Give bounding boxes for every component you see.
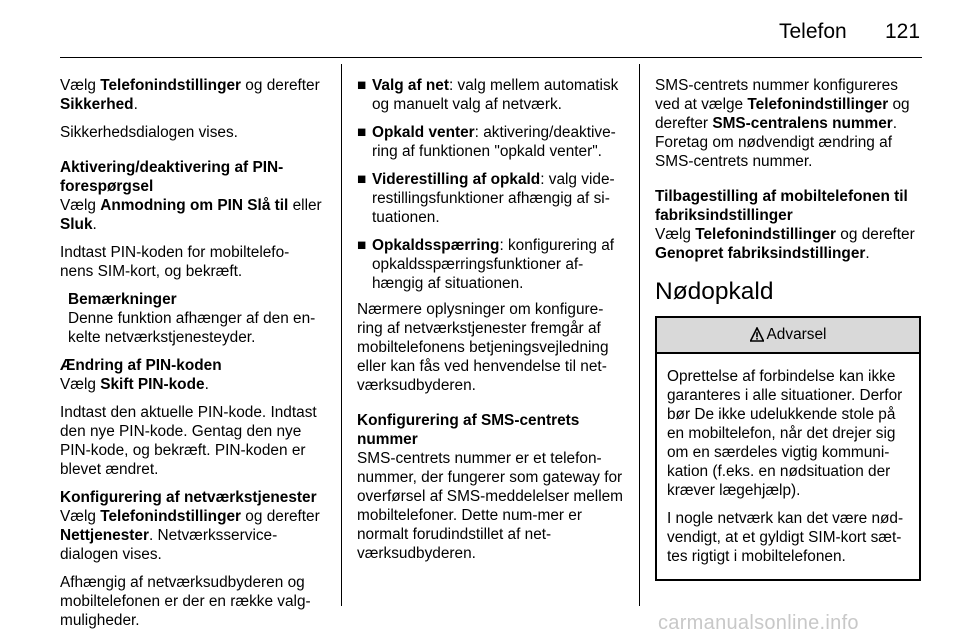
warning-text: I nogle netværk kan det være nød-vendigt, at et gyldigt SIM-kort sæt-tes rigtigt i mobiltelefonen. — [667, 510, 904, 565]
subheading: Ændring af PIN-koden — [60, 357, 222, 374]
list-item: ■ Opkald venter: aktivering/deaktive-ring af funktionen "opkald venter". — [357, 124, 616, 160]
menu-term: Skift PIN-kode — [100, 376, 205, 393]
warning-triangle-icon — [750, 321, 764, 355]
column-divider — [341, 64, 342, 606]
subheading: Konfigurering af netværkstjenester — [60, 489, 317, 506]
menu-term: Sluk — [60, 216, 93, 233]
paragraph: Vælg Telefonindstillinger og derefter Sikkerhed. — [60, 77, 320, 113]
warning-title: Advarsel — [766, 326, 827, 343]
list-item: ■ Valg af net: valg mellem automatisk og manuelt valg af netværk. — [357, 77, 619, 113]
list-item: ■ Viderestilling af opkald: valg vide-restillingsfunktioner afhængig af si-tuationen. — [357, 171, 615, 226]
paragraph: Indtast den aktuelle PIN-kode. Indtast den nye PIN-kode. Gentag den nye PIN-kode, og bekræft. PIN-koden er blevet ændret. — [60, 404, 317, 478]
menu-term: Nettjenester — [60, 527, 149, 544]
subheading: Konfigurering af SMS-centrets nummer — [357, 412, 580, 448]
menu-term: Telefonindstillinger — [695, 226, 837, 243]
header-title: Telefon — [779, 20, 847, 43]
section-title: Nødopkald — [655, 278, 774, 305]
column-divider — [639, 64, 640, 606]
paragraph: SMS-centrets nummer er et telefon-nummer, der fungerer som gateway for overførsel af SMS-meddelelser mellem mobiltelefoner. Dette num-mer er normalt forudindstillet af net-værksudbyderen. — [357, 450, 623, 562]
paragraph: Vælg Telefonindstillinger og derefter Nettjenester. Netværksservice-dialogen vises. — [60, 508, 320, 563]
warning-body — [657, 354, 919, 579]
page-number: 121 — [885, 20, 921, 43]
list-item: ■ Opkaldsspærring: konfigurering af opkaldsspærringsfunktioner af-hængig af situationen. — [357, 237, 615, 292]
paragraph: Nærmere oplysninger om konfigure-ring af netværkstjenester fremgår af mobiltelefonens betjeningsvejledning eller kan fås ved henvendelse til net-værksudbyderen. — [357, 301, 609, 394]
column-3 — [655, 76, 923, 581]
watermark: carmanualsonline.info — [658, 612, 859, 634]
paragraph: Indtast PIN-koden for mobiltelefo- nens SIM-kort, og bekræft. — [60, 244, 290, 280]
bullet-icon: ■ — [357, 124, 367, 141]
paragraph: Vælg Skift PIN-kode. — [60, 376, 209, 393]
paragraph: Afhængig af netværksudbyderen og mobiltelefonen er der en række valg- muligheder. — [60, 574, 311, 629]
note-heading: Bemærkninger — [68, 291, 177, 308]
page-header — [0, 0, 960, 60]
menu-term: Anmodning om PIN Slå til — [100, 197, 289, 214]
subheading: Aktivering/deaktivering af PIN- forespørgsel — [60, 159, 284, 195]
header-rule — [60, 57, 922, 58]
menu-term: Telefonindstillinger — [747, 96, 889, 113]
paragraph: Sikkerhedsdialogen vises. — [60, 124, 238, 141]
subheading: Tilbagestilling af mobiltelefonen til fabriksindstillinger — [655, 188, 908, 224]
menu-term: SMS-centralens nummer — [712, 115, 893, 132]
menu-term: Telefonindstillinger — [100, 77, 242, 94]
bullet-icon: ■ — [357, 237, 367, 254]
paragraph: Vælg Telefonindstillinger og derefter Genopret fabriksindstillinger. — [655, 226, 915, 262]
warning-text: Oprettelse af forbindelse kan ikke garanteres i alle situationer. Derfor bør De ikke udelukkende stole på en mobiltelefon, når det drejer sig om en særdeles vigtig kommuni-kation (f.eks. en nødsituation der kræver lægehjælp). — [667, 368, 903, 499]
note-box — [60, 290, 328, 347]
menu-term: Genopret fabriksindstillinger — [655, 245, 866, 262]
bullet-icon: ■ — [357, 77, 367, 94]
bullet-icon: ■ — [357, 171, 367, 188]
warning-box — [655, 316, 921, 581]
menu-term: Sikkerhed — [60, 96, 134, 113]
bullet-list — [357, 76, 624, 293]
paragraph: SMS-centrets nummer konfigureres ved at vælge Telefonindstillinger og derefter SMS-centralens nummer. Foretag om nødvendigt ændring af SMS-centrets nummer. — [655, 77, 910, 170]
note-text: Denne funktion afhænger af den en- kelte netværkstjenesteyder. — [68, 310, 316, 346]
paragraph: Vælg Anmodning om PIN Slå til eller Sluk. — [60, 197, 322, 233]
warning-header — [657, 318, 919, 354]
menu-term: Telefonindstillinger — [100, 508, 242, 525]
column-1 — [60, 76, 328, 639]
column-2 — [357, 76, 624, 572]
